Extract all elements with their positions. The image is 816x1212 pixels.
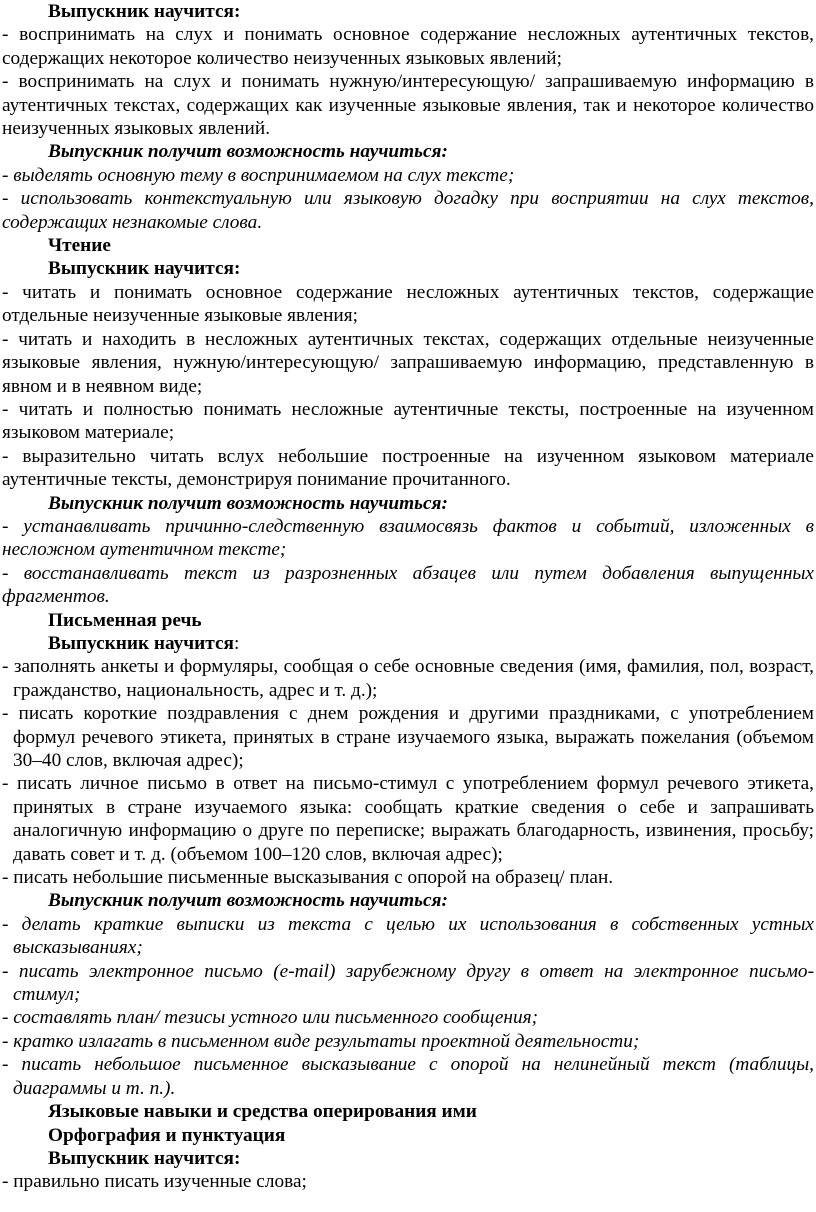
writing-learn-item: - писать личное письмо в ответ на письмо-стимул с употреблением формул речевого этикета, принятых в стране изучаемого языка: сообщать краткие сведения о себе и запрашивать аналогичную информацию о друге по переписке; выражать благодарность, извинения, просьбу; давать совет и т. д. (объемом 100–120 слов, включая адрес); bbox=[2, 773, 814, 865]
writing-learn-item: - писать короткие поздравления с днем рождения и другими праздниками, с употреблением формул речевого этикета, принятых в стране изучаемого языка, выражать пожелания (объемом 30–40 слов, включая адрес); bbox=[2, 703, 814, 771]
listening-opportunity-item: - использовать контекстуальную или языковую догадку при восприятии на слух текстов, содержащих незнакомые слова. bbox=[2, 188, 814, 233]
language-subtitle: Орфография и пунктуация bbox=[48, 1124, 286, 1146]
reading-learn-item: - читать и находить в несложных аутентичных текстах, содержащих отдельные неизученные языковые явления, нужную/интересующую/ запрашиваемую информацию, представленную в явном и в неявном виде; bbox=[2, 328, 814, 397]
writing-opportunity-item: - составлять план/ тезисы устного или письменного сообщения; bbox=[2, 1007, 539, 1029]
writing-opportunity-heading: Выпускник получит возможность научиться: bbox=[48, 890, 448, 912]
reading-learn-item: - читать и полностью понимать несложные аутентичные тексты, построенные на изученном языковом материале; bbox=[2, 398, 814, 444]
writing-opportunity-item: - делать краткие выписки из текста с целью их использования в собственных устных высказываниях; bbox=[2, 913, 814, 959]
reading-opportunity-item: - восстанавливать текст из разрозненных абзацев или путем добавления выпущенных фрагментов. bbox=[2, 562, 814, 608]
writing-learn-item: - писать небольшие письменные высказывания с опорой на образец/ план. bbox=[2, 867, 614, 889]
writing-learn-heading-colon: : bbox=[233, 632, 240, 654]
reading-learn-item: - выразительно читать вслух небольшие построенные на изученном языковом материале аутентичные тексты, демонстрируя понимание прочитанного. bbox=[2, 445, 814, 491]
writing-learn-heading bbox=[2, 632, 814, 655]
writing-learn-heading-text: Выпускник научится bbox=[48, 632, 234, 654]
language-learn-item: - правильно писать изученные слова; bbox=[2, 1171, 307, 1193]
reading-learn-item: - читать и понимать основное содержание несложных аутентичных текстов, содержащие отдельные неизученные языковые явления; bbox=[2, 281, 814, 327]
language-title: Языковые навыки и средства оперирования ими bbox=[48, 1101, 477, 1123]
writing-title: Письменная речь bbox=[48, 609, 202, 631]
listening-learn-item: - воспринимать на слух и понимать основное содержание несложных аутентичных текстов, содержащих некоторое количество неизученных языковых явлений; bbox=[2, 24, 814, 69]
listening-learn-item: - воспринимать на слух и понимать нужную/интересующую/ запрашиваемую информацию в аутентичных текстах, содержащих как изученные языковые явления, так и некоторое количество неизученных языковых явлений. bbox=[2, 71, 814, 140]
reading-opportunity-heading: Выпускник получит возможность научиться: bbox=[48, 492, 448, 514]
reading-title: Чтение bbox=[48, 235, 111, 257]
writing-opportunity-item: - писать электронное письмо (e-mail) зарубежному другу в ответ на электронное письмо-стимул; bbox=[2, 960, 814, 1006]
writing-learn-item: - заполнять анкеты и формуляры, сообщая о себе основные сведения (имя, фамилия, пол, возраст, гражданство, национальность, адрес и т. д.); bbox=[2, 656, 814, 701]
reading-opportunity-item: - устанавливать причинно-следственную взаимосвязь фактов и событий, изложенных в несложном аутентичном тексте; bbox=[2, 515, 814, 561]
language-learn-heading: Выпускник научится: bbox=[48, 1147, 241, 1169]
listening-opportunity-item: - выделять основную тему в воспринимаемом на слух тексте; bbox=[2, 164, 515, 186]
writing-opportunity-item: - кратко излагать в письменном виде результаты проектной деятельности; bbox=[2, 1030, 640, 1052]
writing-opportunity-item: - писать небольшое письменное высказывание с опорой на нелинейный текст (таблицы, диаграммы и т. п.). bbox=[2, 1054, 814, 1099]
listening-learn-heading: Выпускник научится: bbox=[48, 1, 241, 22]
listening-opportunity-heading: Выпускник получит возможность научиться: bbox=[48, 141, 448, 163]
reading-learn-heading: Выпускник научится: bbox=[48, 258, 241, 280]
